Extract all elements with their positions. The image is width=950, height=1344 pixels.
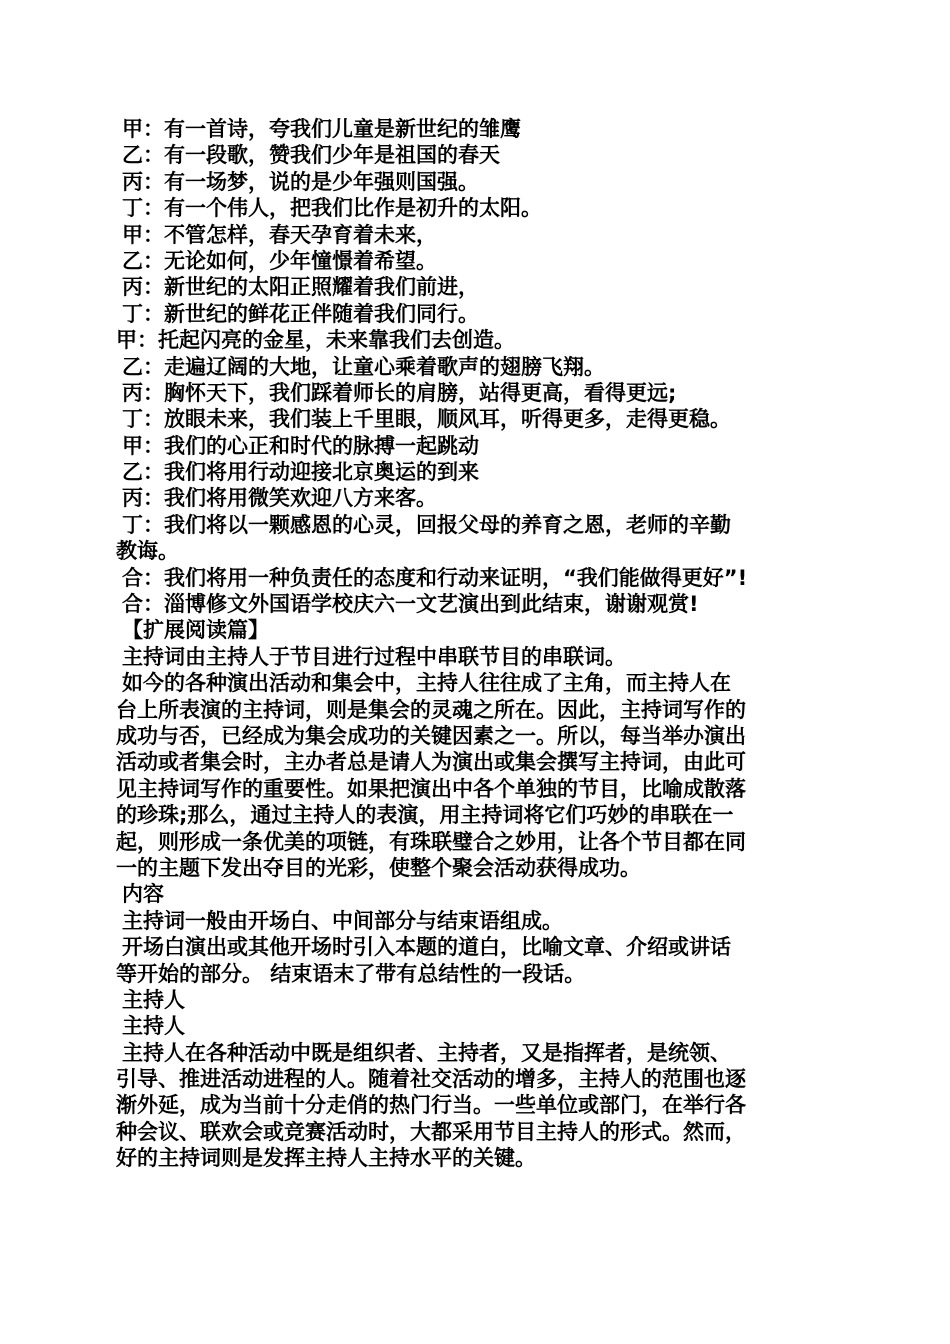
paragraph-line: 的珍珠;那么，通过主持人的表演，用主持词将它们巧妙的串联在一	[116, 803, 734, 828]
host-paragraph-line: 种会议、联欢会或竞赛活动时，大都采用节目主持人的形式。然而，	[116, 1119, 746, 1144]
dialogue-line: 丁：新世纪的鲜花正伴随着我们同行。	[122, 301, 479, 326]
dialogue-line: 丙：有一场梦，说的是少年强则国强。	[122, 169, 479, 194]
paragraph-line: 活动或者集会时，主办者总是请人为演出或集会撰写主持词，由此可	[116, 750, 746, 775]
host-paragraph-line: 主持人在各种活动中既是组织者、主持者，又是指挥者，是统领、	[122, 1040, 731, 1065]
section-heading-host: 主持人	[122, 987, 185, 1012]
dialogue-line: 甲：我们的心正和时代的脉搏一起跳动	[122, 433, 479, 458]
dialogue-line: 丁：放眼未来，我们装上千里眼，顺风耳，听得更多，走得更稳。	[122, 407, 731, 432]
opening-line: 等开始的部分。 结束语末了带有总结性的一段话。	[116, 961, 586, 986]
dialogue-line-continued: 教诲。	[116, 539, 179, 564]
document-body	[116, 116, 836, 1172]
host-paragraph-line: 渐外延，成为当前十分走俏的热门行当。一些单位或部门，在举行各	[116, 1093, 746, 1118]
extended-reading-heading: 【扩展阅读篇】	[122, 618, 269, 643]
dialogue-line: 乙：有一段歌，赞我们少年是祖国的春天	[122, 143, 500, 168]
paragraph-line: 见主持词写作的重要性。如果把演出中各个单独的节目，比喻成散落	[116, 776, 746, 801]
section-heading-host: 主持人	[122, 1014, 185, 1039]
dialogue-line: 甲：托起闪亮的金星，未来靠我们去创造。	[116, 328, 515, 353]
closing-line: 合：淄博修文外国语学校庆六一文艺演出到此结束，谢谢观赏!	[122, 592, 699, 617]
host-paragraph-line: 好的主持词则是发挥主持人主持水平的关键。	[116, 1146, 536, 1171]
opening-line: 开场白演出或其他开场时引入本题的道白，比喻文章、介绍或讲话	[122, 935, 731, 960]
extended-intro: 主持词由主持人于节目进行过程中串联节目的串联词。	[122, 644, 626, 669]
content-line: 主持词一般由开场白、中间部分与结束语组成。	[122, 908, 563, 933]
section-heading-content: 内容	[122, 882, 164, 907]
dialogue-line: 丙：我们将用微笑欢迎八方来客。	[122, 486, 437, 511]
paragraph-line: 一的主题下发出夺目的光彩，使整个聚会活动获得成功。	[116, 855, 641, 880]
closing-line: 合：我们将用一种负责任的态度和行动来证明，“我们能做得更好”!	[122, 565, 748, 590]
dialogue-line: 丙：胸怀天下，我们踩着师长的肩膀，站得更高，看得更远;	[122, 380, 677, 405]
dialogue-line: 丁：有一个伟人，把我们比作是初升的太阳。	[122, 196, 542, 221]
paragraph-line: 如今的各种演出活动和集会中，主持人往往成了主角，而主持人在	[122, 671, 731, 696]
dialogue-line: 丁：我们将以一颗感恩的心灵，回报父母的养育之恩，老师的辛勤	[122, 512, 731, 537]
host-paragraph-line: 引导、推进活动进程的人。随着社交活动的增多，主持人的范围也逐	[116, 1067, 746, 1092]
dialogue-line: 乙：无论如何，少年憧憬着希望。	[122, 248, 437, 273]
dialogue-line: 甲：有一首诗，夸我们儿童是新世纪的雏鹰	[122, 117, 521, 141]
paragraph-line: 成功与否，已经成为集会成功的关键因素之一。所以，每当举办演出	[116, 723, 746, 748]
paragraph-line: 起，则形成一条优美的项链，有珠联璧合之妙用，让各个节目都在同	[116, 829, 746, 854]
dialogue-line: 甲：不管怎样，春天孕育着未来，	[122, 222, 437, 247]
dialogue-line: 乙：走遍辽阔的大地，让童心乘着歌声的翅膀飞翔。	[122, 354, 605, 379]
dialogue-line: 丙：新世纪的太阳正照耀着我们前进，	[122, 275, 479, 300]
paragraph-line: 台上所表演的主持词，则是集会的灵魂之所在。因此，主持词写作的	[116, 697, 746, 722]
dialogue-line: 乙：我们将用行动迎接北京奥运的到来	[122, 460, 479, 485]
